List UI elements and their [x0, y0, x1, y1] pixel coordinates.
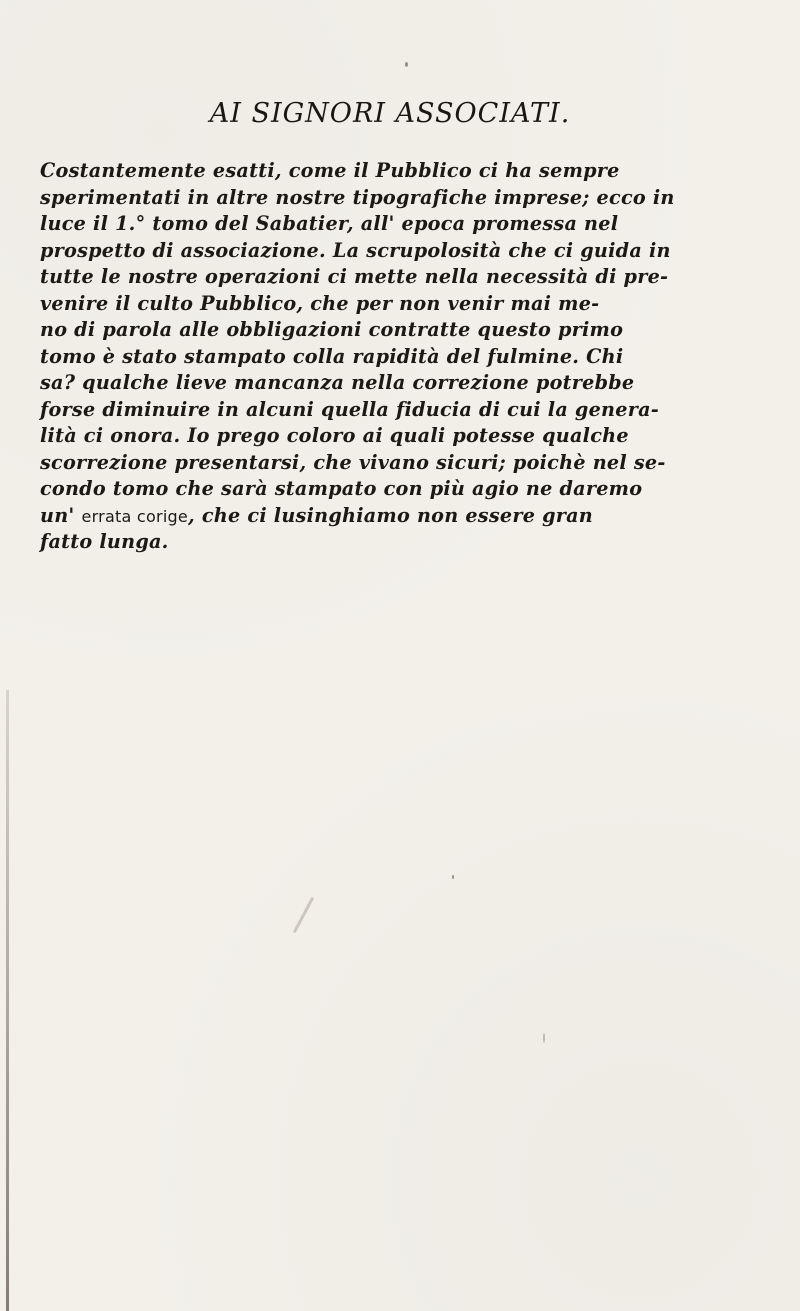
text-line: lità ci onora. Io prego coloro ai quali potesse qualche [40, 424, 629, 447]
ink-speck [543, 1033, 545, 1043]
text-line: luce il 1.° tomo del Sabatier, all' epoca promessa nel [40, 212, 619, 235]
text-line: sperimentati in altre nostre tipografiche imprese; ecco in [40, 185, 675, 209]
text-line: sa? qualche lieve mancanza nella correzione potrebbe [40, 371, 635, 394]
ink-speck [452, 875, 454, 879]
text-line: tutte le nostre operazioni ci mette nella necessità di pre- [40, 265, 669, 288]
text-line-mixed [40, 503, 790, 530]
page-binding-edge [6, 690, 9, 1311]
ink-speck [405, 62, 408, 67]
roman-text-fragment: errata corige [81, 506, 189, 526]
text-fragment: un' [40, 503, 75, 527]
text-line: scorrezione presentarsi, che vivano sicuri; poichè nel se- [40, 450, 666, 474]
text-line: tomo è stato stampato colla rapidità del fulmine. Chi [40, 344, 624, 368]
text-line: condo tomo che sarà stampato con più agio ne daremo [40, 477, 643, 500]
text-line: venire il culto Pubblico, che per non venir mai me- [40, 291, 600, 315]
page-title: AI SIGNORI ASSOCIATI. [209, 98, 571, 129]
text-line: forse diminuire in alcuni quella fiducia di cui la genera- [40, 397, 659, 421]
text-fragment: , che ci lusinghiamo non essere gran [188, 503, 594, 527]
body-paragraph [40, 158, 790, 556]
text-line: fatto lunga. [40, 530, 169, 553]
text-line: prospetto di associazione. La scrupolosità che ci guida in [40, 238, 671, 262]
text-line: no di parola alle obbligazioni contratte questo primo [40, 318, 624, 341]
paper-mark [293, 897, 314, 934]
text-line: Costantemente esatti, come il Pubblico ci ha sempre [40, 159, 620, 182]
